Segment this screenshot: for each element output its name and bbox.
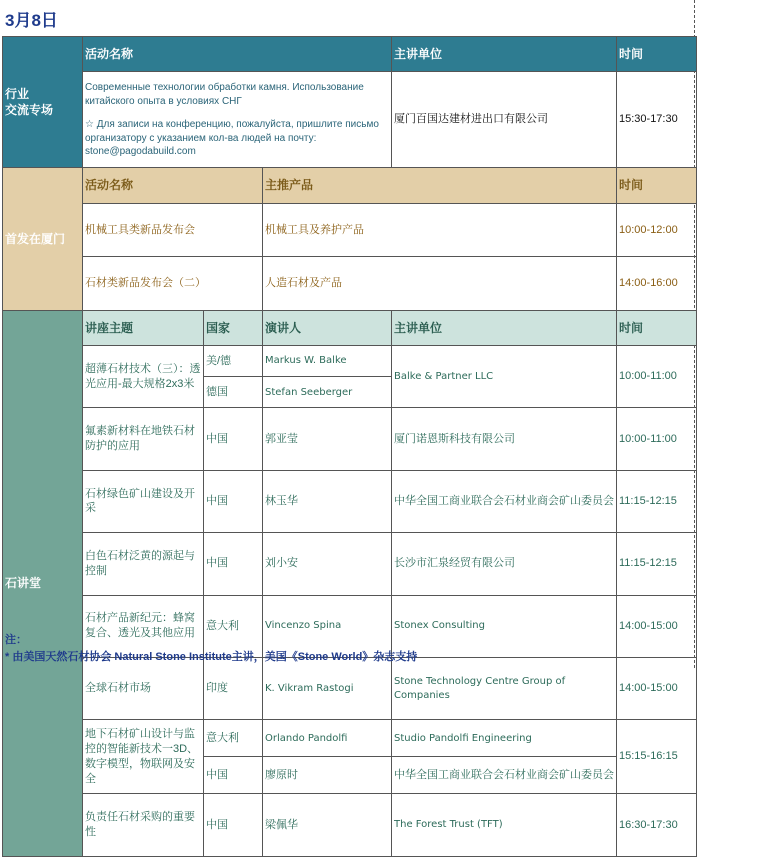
- sec3-h-speaker: 演讲人: [263, 310, 392, 345]
- sec3-r1-topic: 超薄石材技术（三）：透光应用-最大规格2x3米: [83, 346, 204, 408]
- sec3-r4-speaker: 刘小安: [263, 533, 392, 595]
- sec3-row-3: [3, 470, 697, 532]
- sec3-r7-speaker-2: 廖原时: [263, 757, 392, 794]
- schedule-table: [2, 36, 697, 857]
- sec2-label: 首发在厦门: [3, 168, 83, 310]
- sec3-r2-org: 厦门诺恩斯科技有限公司: [392, 408, 617, 470]
- sec2-h-time: 时间: [617, 168, 697, 203]
- date-heading: 3月8日: [5, 11, 58, 30]
- sec1-h-org: 主讲单位: [392, 37, 617, 72]
- sec3-r7-org-2: 中华全国工商业联合会石材业商会矿山委员会: [392, 757, 617, 794]
- notes-title: 注：: [5, 634, 27, 646]
- sec2-time-1: 10:00-12:00: [617, 203, 697, 256]
- sec3-r7-topic: 地下石材矿山设计与监控的智能新技术一3D、数字模型，物联网及安全: [83, 720, 204, 794]
- sec3-r1-speaker-2: Stefan Seeberger: [263, 377, 392, 408]
- sec3-r2-speaker: 郭亚莹: [263, 408, 392, 470]
- footnotes: [5, 632, 417, 666]
- sec3-r4-org: 长沙市汇泉经贸有限公司: [392, 533, 617, 595]
- sec3-r3-speaker: 林玉华: [263, 470, 392, 532]
- sec3-r1-time: 10:00-11:00: [617, 346, 697, 408]
- sec2-event-1: 机械工具类新品发布会: [83, 203, 263, 256]
- sec1-time: 15:30-17:30: [617, 72, 697, 168]
- sec3-r1-country-1: 美/德: [204, 346, 263, 377]
- sec1-event-note: ☆ Для записи на конференцию, пожалуйста, пришлите письмо организатору с указанием кол-ва людей на почту: stone@pagodabuild.com: [85, 119, 379, 158]
- sec1-event-cell: [83, 72, 392, 168]
- sec3-h-topic: 讲座主题: [83, 310, 204, 345]
- sec3-r1-speaker-1: Markus W. Balke: [263, 346, 392, 377]
- sec3-r5-country: 意大利: [204, 595, 263, 657]
- sec3-r6-speaker: K. Vikram Rastogi: [263, 657, 392, 719]
- sec3-r3-topic: 石材绿色矿山建设及开采: [83, 470, 204, 532]
- sec3-r7-speaker-1: Orlando Pandolfi: [263, 720, 392, 757]
- sec3-row-8: [3, 794, 697, 856]
- sec3-r5-topic: 石材产品新纪元：蜂窝复合、透光及其他应用: [83, 595, 204, 657]
- sec2-product-2: 人造石材及产品: [263, 257, 617, 310]
- sec3-row-2: [3, 408, 697, 470]
- sec3-r8-country: 中国: [204, 794, 263, 856]
- sec3-r8-speaker: 梁佩华: [263, 794, 392, 856]
- sec3-r5-org: Stonex Consulting: [392, 595, 617, 657]
- sec1-header-row: [3, 37, 697, 72]
- sec3-r1-country-2: 德国: [204, 377, 263, 408]
- sec3-r7-org-1: Studio Pandolfi Engineering: [392, 720, 617, 757]
- sec3-h-org: 主讲单位: [392, 310, 617, 345]
- sec3-header-row: [3, 310, 697, 345]
- sec3-r2-country: 中国: [204, 408, 263, 470]
- sec3-r7-country-2: 中国: [204, 757, 263, 794]
- sec3-r5-time: 14:00-15:00: [617, 595, 697, 657]
- sec1-h-time: 时间: [617, 37, 697, 72]
- sec2-time-2: 14:00-16:00: [617, 257, 697, 310]
- sec3-r6-country: 印度: [204, 657, 263, 719]
- notes-line-1: * 由美国天然石材协会 Natural Stone Institute主讲，美国《Stone World》杂志支持: [5, 651, 418, 663]
- sec2-header-row: [3, 168, 697, 203]
- sec1-org: 厦门百国达建材进出口有限公司: [392, 72, 617, 168]
- sec3-r7-country-1: 意大利: [204, 720, 263, 757]
- sec3-r7-time: 15:15-16:15: [617, 720, 697, 794]
- sec2-event-2: 石材类新品发布会（二）: [83, 257, 263, 310]
- sec3-r1-org: Balke & Partner LLC: [392, 346, 617, 408]
- sec3-r6-org: Stone Technology Centre Group of Companies: [392, 657, 617, 719]
- sec3-r3-time: 11:15-12:15: [617, 470, 697, 532]
- sec2-product-1: 机械工具及养护产品: [263, 203, 617, 256]
- sec2-row-1: [3, 203, 697, 256]
- sec3-row-4: [3, 533, 697, 595]
- sec2-h-product: 主推产品: [263, 168, 617, 203]
- sec3-h-time: 时间: [617, 310, 697, 345]
- sec3-r6-topic: 全球石材市场: [83, 657, 204, 719]
- sec1-event-ru: Современные технологии обработки камня. Использование китайского опыта в условиях СНГ: [85, 82, 364, 107]
- sec3-r4-time: 11:15-12:15: [617, 533, 697, 595]
- sec2-row-2: [3, 257, 697, 310]
- sec3-row-6: [3, 657, 697, 719]
- sec3-r4-topic: 白色石材泛黄的源起与控制: [83, 533, 204, 595]
- sec3-r4-country: 中国: [204, 533, 263, 595]
- sec3-r5-speaker: Vincenzo Spina: [263, 595, 392, 657]
- sec1-row: [3, 72, 697, 168]
- sec3-h-country: 国家: [204, 310, 263, 345]
- sec3-r3-org: 中华全国工商业联合会石材业商会矿山委员会: [392, 470, 617, 532]
- sec3-label: 石讲堂: [3, 310, 83, 856]
- sec3-r8-org: The Forest Trust (TFT): [392, 794, 617, 856]
- sec3-r2-topic: 氟素新材料在地铁石材防护的应用: [83, 408, 204, 470]
- sec3-r2-time: 10:00-11:00: [617, 408, 697, 470]
- sec3-r3-country: 中国: [204, 470, 263, 532]
- sec3-row-7a: [3, 720, 697, 757]
- sec1-h-event: 活动名称: [83, 37, 392, 72]
- sec3-r6-time: 14:00-15:00: [617, 657, 697, 719]
- sec2-h-event: 活动名称: [83, 168, 263, 203]
- sec3-r8-time: 16:30-17:30: [617, 794, 697, 856]
- sec1-label: 行业 交流专场: [3, 37, 83, 168]
- sec3-r8-topic: 负责任石材采购的重要性: [83, 794, 204, 856]
- sec3-row-1a: [3, 346, 697, 377]
